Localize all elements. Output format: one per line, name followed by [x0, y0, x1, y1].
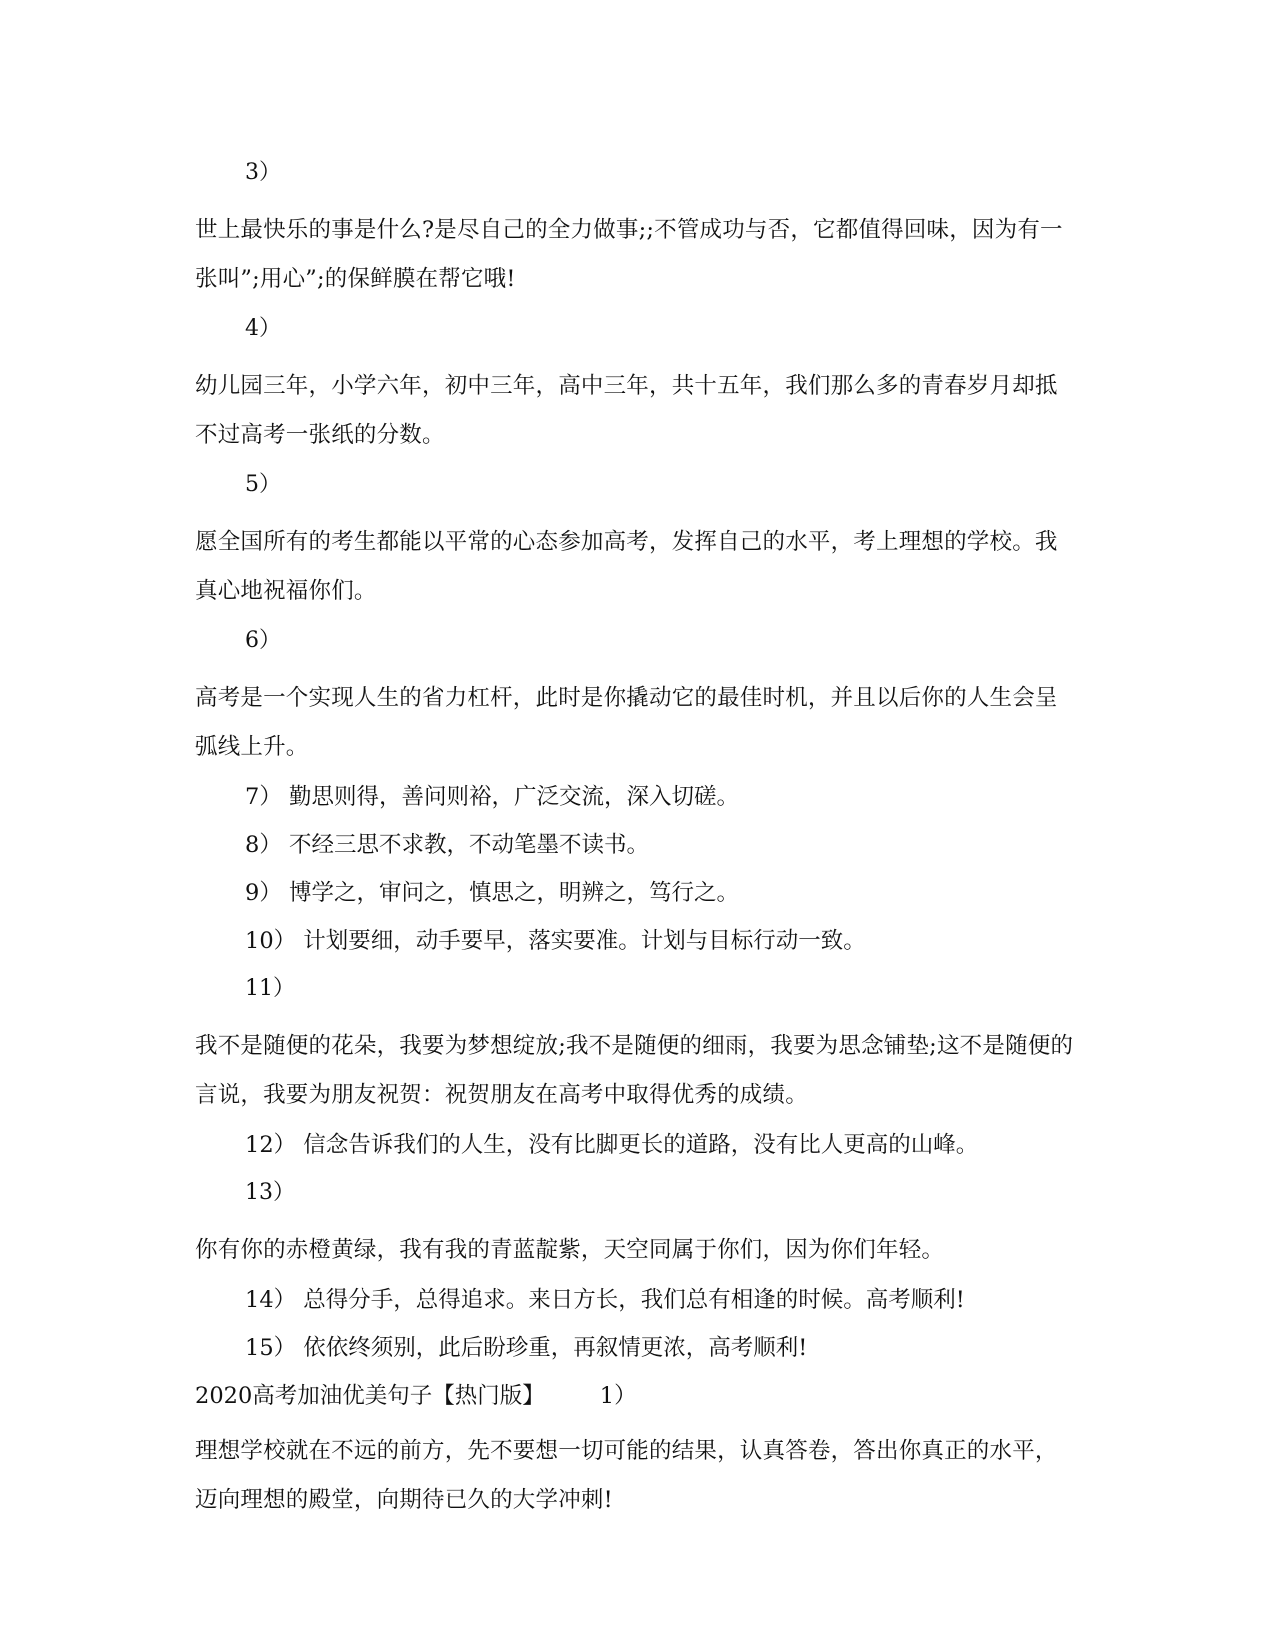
item-number: 6）: [245, 628, 281, 653]
list-item: 15） 依依终须别，此后盼珍重，再叙情更浓，高考顺利!: [245, 1335, 808, 1361]
list-item: 7） 勤思则得，善问则裕，广泛交流，深入切磋。: [245, 784, 739, 810]
item-paragraph: 你有你的赤橙黄绿，我有我的青蓝靛紫，天空同属于你们，因为你们年轻。: [195, 1237, 945, 1263]
section-heading: 2020高考加油优美句子【热门版】: [195, 1383, 545, 1409]
item-paragraph: 愿全国所有的考生都能以平常的心态参加高考，发挥自己的水平，考上理想的学校。我真心地祝福你们。: [195, 529, 1058, 604]
item-number: 5）: [245, 472, 281, 497]
list-item: 8） 不经三思不求教，不动笔墨不读书。: [245, 832, 649, 858]
item-number: 3）: [245, 160, 281, 185]
item-number: 11）: [245, 976, 295, 1001]
item-paragraph: 世上最快乐的事是什么?是尽自己的全力做事;;不管成功与否，它都值得回味，因为有一张叫”;用心”;的保鲜膜在帮它哦!: [195, 217, 1063, 292]
section-heading-line: [195, 1381, 1080, 1411]
item-number: 1）: [599, 1383, 637, 1409]
document-body: [195, 158, 1080, 1535]
item-number: 13）: [245, 1180, 295, 1205]
list-item: 9） 博学之，审问之，慎思之，明辨之，笃行之。: [245, 880, 739, 906]
item-paragraph: 我不是随便的花朵，我要为梦想绽放;我不是随便的细雨，我要为思念铺垫;这不是随便的言说，我要为朋友祝贺：祝贺朋友在高考中取得优秀的成绩。: [195, 1033, 1074, 1108]
item-number: 4）: [245, 316, 281, 341]
list-item: 10） 计划要细，动手要早，落实要准。计划与目标行动一致。: [245, 928, 866, 954]
list-item: 14） 总得分手，总得追求。来日方长，我们总有相逢的时候。高考顺利!: [245, 1287, 965, 1313]
item-paragraph: 理想学校就在不远的前方，先不要想一切可能的结果，认真答卷，答出你真正的水平，迈向理想的殿堂，向期待已久的大学冲刺!: [195, 1438, 1058, 1513]
list-item: 12） 信念告诉我们的人生，没有比脚更长的道路，没有比人更高的山峰。: [245, 1132, 979, 1158]
item-paragraph: 幼儿园三年，小学六年，初中三年，高中三年，共十五年，我们那么多的青春岁月却抵不过高考一张纸的分数。: [195, 373, 1058, 448]
item-paragraph: 高考是一个实现人生的省力杠杆，此时是你撬动它的最佳时机，并且以后你的人生会呈弧线上升。: [195, 685, 1058, 760]
